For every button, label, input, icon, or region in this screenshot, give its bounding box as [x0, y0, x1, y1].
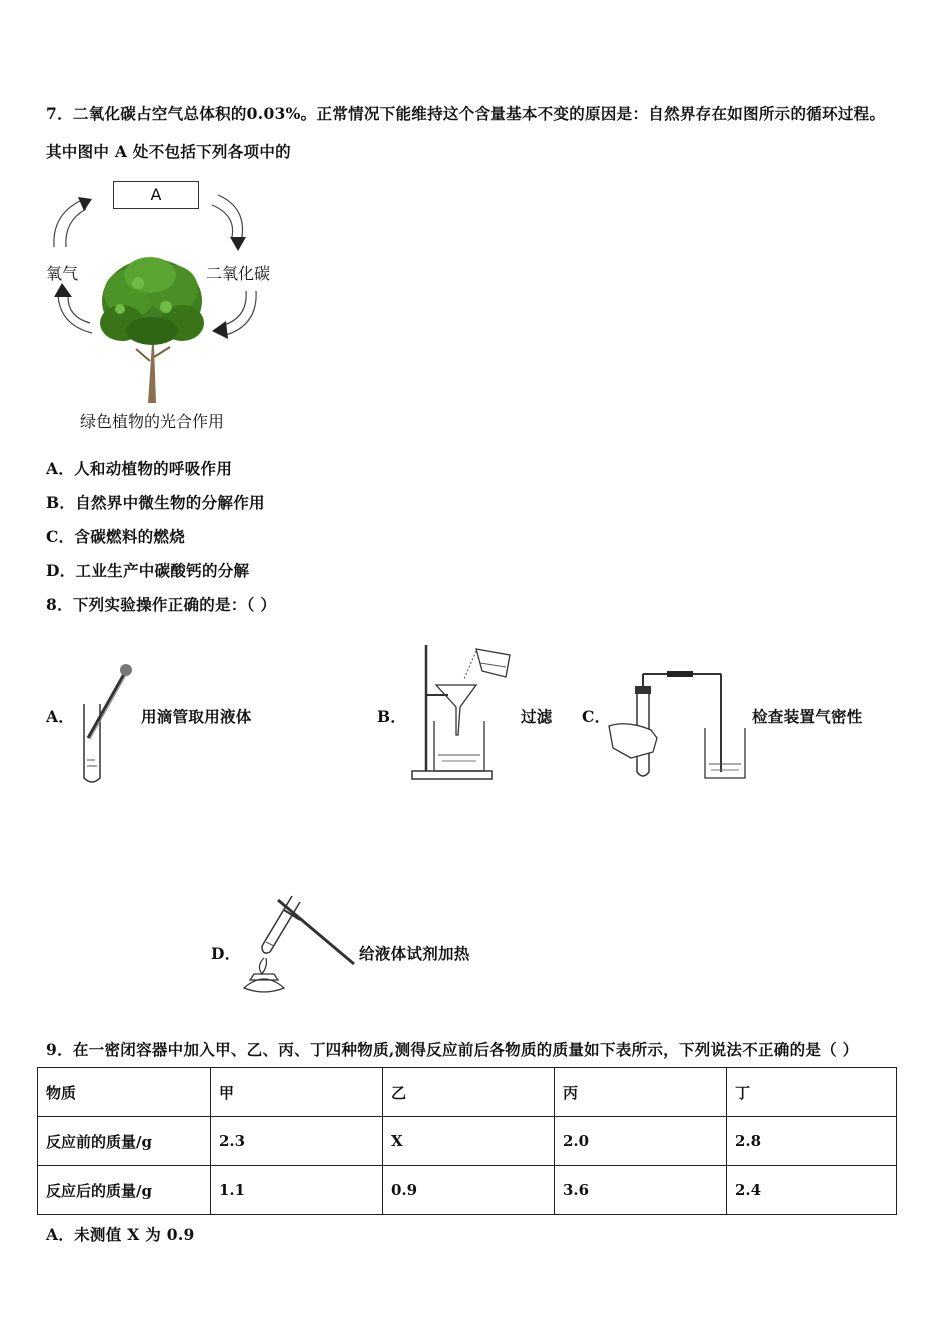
q7-option-a: A．人和动植物的呼吸作用 — [46, 459, 233, 478]
table-header-cell: 甲 — [211, 1068, 383, 1117]
arrow-plant-to-oxygen-icon — [54, 283, 92, 333]
table-cell: 反应后的质量/g — [38, 1166, 211, 1215]
box-a: A — [113, 181, 199, 209]
co2-label: 二氧化碳 — [206, 264, 271, 283]
tree-icon — [92, 253, 222, 413]
q8-option-d-caption: 给液体试剂加热 — [359, 944, 470, 963]
table-header-cell: 物质 — [38, 1068, 211, 1117]
q7-option-c: C．含碳燃料的燃烧 — [46, 527, 186, 546]
table-cell: X — [383, 1117, 555, 1166]
table-cell: 2.4 — [727, 1166, 897, 1215]
q7-stem-line2: 其中图中 A 处不包括下列各项中的 — [46, 142, 291, 161]
table-row — [38, 1117, 897, 1166]
carbon-cycle-diagram — [40, 175, 300, 435]
table-cell: 2.3 — [211, 1117, 383, 1166]
table-header-cell: 丁 — [727, 1068, 897, 1117]
q7-stem-line1: 7．二氧化碳占空气总体积的0.03%。正常情况下能维持这个含量基本不变的原因是：自然界存在如图所示的循环过程。 — [46, 104, 886, 123]
filtration-apparatus-icon — [406, 635, 526, 785]
q9-mass-table — [37, 1067, 897, 1215]
oxygen-label: 氧气 — [46, 264, 79, 283]
q9-option-a: A．未测值 X 为 0.9 — [46, 1225, 195, 1244]
table-header-cell: 乙 — [383, 1068, 555, 1117]
table-cell: 反应前的质量/g — [38, 1117, 211, 1166]
q8-option-a-caption: 用滴管取用液体 — [141, 707, 252, 726]
airtightness-check-icon — [607, 668, 757, 788]
q8-option-b-letter: B． — [377, 707, 407, 726]
q7-option-d: D．工业生产中碳酸钙的分解 — [46, 561, 250, 580]
table-cell: 1.1 — [211, 1166, 383, 1215]
arrow-oxygen-to-a-icon — [54, 197, 92, 247]
q8-option-a-letter: A． — [46, 707, 75, 726]
dropper-test-tube-icon — [76, 660, 136, 790]
q8-option-c-letter: C． — [582, 707, 611, 726]
q8-option-b-caption: 过滤 — [521, 707, 553, 726]
photosynthesis-label: 绿色植物的光合作用 — [80, 412, 225, 431]
arrow-a-to-co2-icon — [212, 195, 246, 251]
table-cell: 3.6 — [555, 1166, 727, 1215]
table-row — [38, 1166, 897, 1215]
table-header-row — [38, 1068, 897, 1117]
q9-stem: 9．在一密闭容器中加入甲、乙、丙、丁四种物质,测得反应前后各物质的质量如下表所示，下列说法不正确的是（ ） — [46, 1040, 859, 1059]
table-cell: 0.9 — [383, 1166, 555, 1215]
q8-option-d-letter: D． — [211, 944, 241, 963]
q8-stem: 8．下列实验操作正确的是：（ ） — [46, 595, 277, 614]
q8-option-c-caption: 检查装置气密性 — [752, 707, 863, 726]
q7-option-b: B．自然界中微生物的分解作用 — [46, 493, 265, 512]
heating-liquid-icon — [238, 882, 358, 1002]
table-cell: 2.8 — [727, 1117, 897, 1166]
table-cell: 2.0 — [555, 1117, 727, 1166]
table-header-cell: 丙 — [555, 1068, 727, 1117]
